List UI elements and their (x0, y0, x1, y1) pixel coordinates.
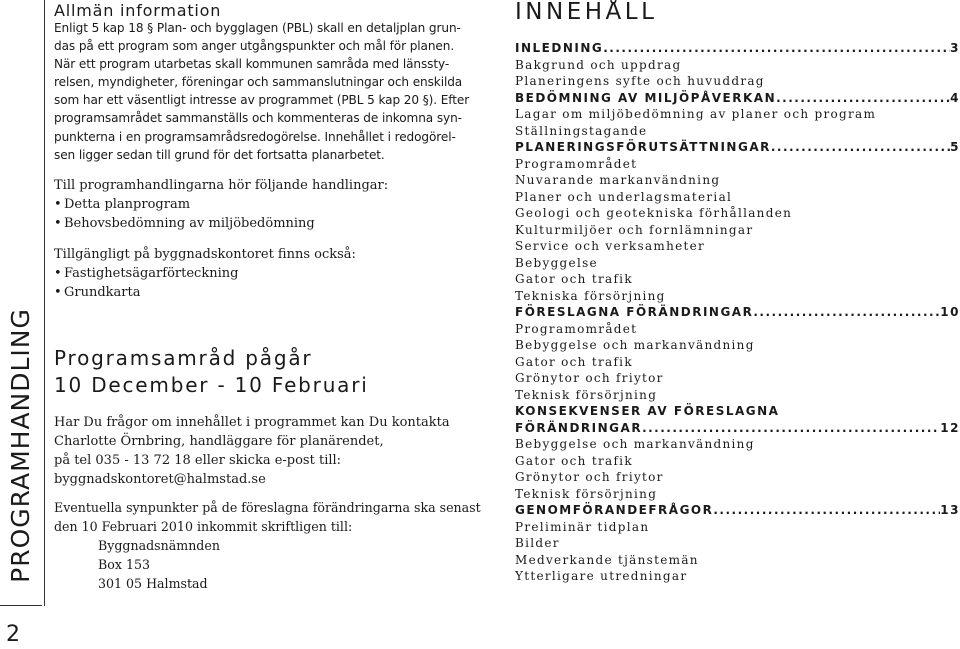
toc-item: Preliminär tidplan (515, 519, 650, 534)
available-intro: Tillgängligt på byggnadskontoret finns också: (54, 247, 356, 262)
contact-paragraph (54, 413, 500, 489)
available-list (54, 245, 500, 302)
toc-item: Geologi och geotekniska förhållanden (515, 206, 793, 220)
toc-item: Bakgrund och uppdrag (515, 57, 682, 72)
documents-intro: Till programhandlingarna hör följande handlingar: (54, 178, 389, 193)
vertical-divider (44, 0, 45, 606)
toc-list (515, 40, 960, 585)
toc-item: Bebyggelse och markanvändning (515, 338, 755, 352)
general-info-heading: Allmän information (54, 1, 222, 20)
toc-page: 5 (950, 140, 960, 154)
address-line: Box 153 (98, 557, 150, 572)
intro-line: relsen, myndigheter, föreningar och sammanslutningar och enskilda (54, 75, 463, 90)
address-line: Byggnadsnämnden (98, 538, 220, 553)
toc-page: 3 (950, 41, 960, 55)
intro-line: som har ett väsentligt intresse av programmet (PBL 5 kap 20 §). Efter (54, 93, 470, 108)
documents-list (54, 176, 500, 233)
toc-page: 13 (940, 503, 960, 517)
list-item: • Fastighetsägarförteckning (54, 264, 500, 283)
toc-item: Kulturmiljöer och fornlämningar (515, 222, 754, 237)
toc-item: Gator och trafik (515, 453, 633, 468)
intro-paragraph (54, 19, 500, 164)
toc-section-heading: FÖRÄNDRINGAR ..... 12 (515, 420, 960, 437)
contact-line: Charlotte Örnbring, handläggare för planärendet, (54, 434, 384, 449)
submission-line: den 10 Februari 2010 inkommit skriftligen till: (54, 519, 353, 534)
toc-section-heading: INLEDNING ..... 3 (515, 40, 960, 57)
list-item: • Grundkarta (54, 283, 500, 302)
bottom-divider (0, 605, 42, 606)
toc-item: Ställningstagande (515, 123, 648, 138)
list-item: • Behovsbedömning av miljöbedömning (54, 214, 500, 233)
toc-item: Bebyggelse (515, 255, 598, 270)
contact-email: byggnadskontoret@halmstad.se (54, 472, 266, 487)
toc-item: Planeringens syfte och huvuddrag (515, 74, 765, 88)
intro-line: sen ligger sedan till grund för det fortsatta planarbetet. (54, 147, 385, 162)
toc-section-heading: GENOMFÖRANDEFRÅGOR ..... 13 (515, 502, 960, 519)
intro-line: das på ett program som anger utgångspunkter och mål för planen. (54, 39, 455, 54)
submission-line: Eventuella synpunkter på de föreslagna förändringarna ska senast (54, 500, 481, 515)
toc-item: Grönytor och friytor (515, 470, 664, 484)
toc-item: Grönytor och friytor (515, 371, 664, 385)
toc-item: Programområdet (515, 156, 638, 171)
toc-section-heading: FÖRESLAGNA FÖRÄNDRINGAR ..... 10 (515, 304, 960, 321)
toc-item: Bilder (515, 536, 560, 550)
submission-paragraph (54, 498, 500, 593)
toc-item: Gator och trafik (515, 354, 633, 369)
toc-title: INNEHÅLL (515, 0, 658, 25)
page-number: 2 (6, 622, 20, 647)
toc-item: Nuvarande markanvändning (515, 173, 721, 187)
toc-item: Gator och trafik (515, 272, 633, 286)
toc-page: 10 (940, 305, 960, 319)
list-item: • Detta planprogram (54, 195, 500, 214)
intro-line: punkterna i en programsamrådsredogörelse. Innehållet i redogörel- (54, 129, 456, 144)
toc-item: Ytterligare utredningar (515, 569, 688, 583)
toc-page: 12 (940, 420, 960, 435)
toc-item: Programområdet (515, 321, 638, 336)
consultation-title: Programsamråd pågår (54, 346, 313, 370)
contact-line: på tel 035 - 13 72 18 eller skicka e-post till: (54, 453, 342, 468)
side-label-text: PROGRAMHANDLING (5, 307, 35, 583)
toc-item: Medverkande tjänstemän (515, 552, 699, 567)
toc-section-heading: PLANERINGSFÖRUTSÄTTNINGAR ..... 5 (515, 139, 960, 156)
toc-section-heading: BEDÖMNING AV MILJÖPÅVERKAN ..... 4 (515, 90, 960, 107)
toc-item: Tekniska försörjning (515, 288, 666, 303)
address-line: 301 05 Halmstad (98, 576, 208, 591)
toc-item: Teknisk försörjning (515, 387, 658, 402)
toc-item: Bebyggelse och markanvändning (515, 437, 755, 451)
intro-line: När ett program utarbetas skall kommunen samråda med länssty- (54, 57, 450, 72)
toc-page: 4 (950, 90, 960, 105)
toc-item: Service och verksamheter (515, 239, 706, 253)
side-label (0, 300, 40, 590)
toc-item: Teknisk försörjning (515, 486, 658, 501)
intro-line: programsamrådet sammanställs och kommenteras de inkomna syn- (54, 111, 462, 126)
contact-line: Har Du frågor om innehållet i programmet kan Du kontakta (54, 415, 450, 430)
toc-item: Lagar om miljöbedömning av planer och program (515, 107, 877, 121)
toc-item: Planer och underlagsmaterial (515, 189, 733, 204)
toc-section-heading-line1: KONSEKVENSER AV FÖRESLAGNA (515, 404, 780, 418)
intro-line: Enligt 5 kap 18 § Plan- och bygglagen (PBL) skall en detaljplan grun- (54, 21, 461, 35)
consultation-dates: 10 December - 10 Februari (54, 373, 369, 397)
